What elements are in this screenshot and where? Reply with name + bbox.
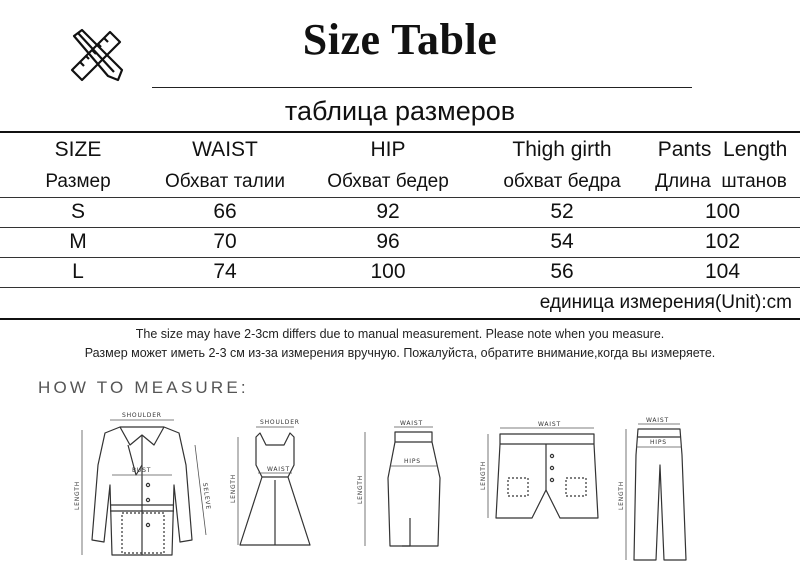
length-label: LENGTH: [618, 480, 625, 510]
header-hip-ru: Обхват бедер: [327, 171, 449, 192]
bust-label: BUST: [132, 467, 152, 474]
cell-thigh: 54: [550, 230, 574, 253]
length-label: LENGTH: [230, 473, 237, 503]
header-hip: HIP: [370, 138, 406, 161]
header-waist-ru: Обхват талии: [165, 171, 285, 192]
hips-label: HIPS: [404, 458, 421, 465]
sleeve-label: SELEVE: [201, 482, 212, 511]
hips-label: HIPS: [650, 439, 667, 446]
header-size: SIZE: [54, 138, 102, 161]
jacket-icon: [70, 405, 215, 565]
row-divider: [0, 257, 800, 258]
row-divider: [0, 287, 800, 288]
note-en: The size may have 2-3cm differs due to manual measurement. Please note when you measure.: [135, 327, 665, 341]
page-subtitle: таблица размеров: [284, 96, 516, 126]
title-divider: [152, 87, 692, 88]
row-divider: [0, 197, 800, 198]
waist-label: WAIST: [400, 420, 423, 427]
note-ru: Размер может иметь 2-3 см из-за измерения вручную. Пожалуйста, обратите внимание,когда вы измеряете.: [84, 346, 716, 360]
length-label: LENGTH: [357, 474, 364, 504]
length-label: LENGTH: [74, 480, 81, 510]
header-size-ru: Размер: [45, 171, 111, 192]
table-top-border: [0, 131, 800, 133]
cell-waist: 66: [213, 200, 237, 223]
header-thigh: Thigh girth: [512, 138, 612, 161]
cell-thigh: 52: [550, 200, 574, 223]
dress-icon: [230, 415, 320, 565]
header-thigh-ru: обхват бедра: [503, 171, 621, 192]
waist-label: WAIST: [267, 466, 290, 473]
cell-size: M: [69, 230, 87, 253]
waist-label: WAIST: [538, 421, 561, 428]
page-title: Size Table: [302, 15, 498, 64]
cell-thigh: 56: [550, 260, 574, 283]
header-length: Pants Length: [657, 138, 788, 161]
header-length-ru: Длина штанов: [655, 171, 787, 192]
flare-pants-icon: [620, 415, 700, 570]
cell-length: 102: [704, 230, 741, 253]
cell-hip: 92: [376, 200, 400, 223]
how-to-measure-heading: HOW TO MEASURE:: [38, 378, 249, 397]
unit-label: единица измерения(Unit):cm: [539, 292, 792, 313]
cell-waist: 70: [213, 230, 237, 253]
cell-hip: 96: [376, 230, 400, 253]
cell-size: L: [72, 260, 84, 283]
row-divider: [0, 227, 800, 228]
shoulder-label: SHOULDER: [260, 419, 300, 426]
shorts-icon: [480, 420, 605, 540]
cell-hip: 100: [370, 260, 406, 283]
waist-label: WAIST: [646, 417, 669, 424]
length-label: LENGTH: [480, 460, 487, 490]
table-bottom-border: [0, 318, 800, 320]
shoulder-label: SHOULDER: [122, 412, 162, 419]
cell-waist: 74: [213, 260, 237, 283]
cell-length: 104: [704, 260, 741, 283]
pencil-skirt-icon: [350, 418, 450, 563]
cell-length: 100: [704, 200, 741, 223]
cell-size: S: [70, 200, 85, 223]
header-waist: WAIST: [192, 138, 258, 161]
